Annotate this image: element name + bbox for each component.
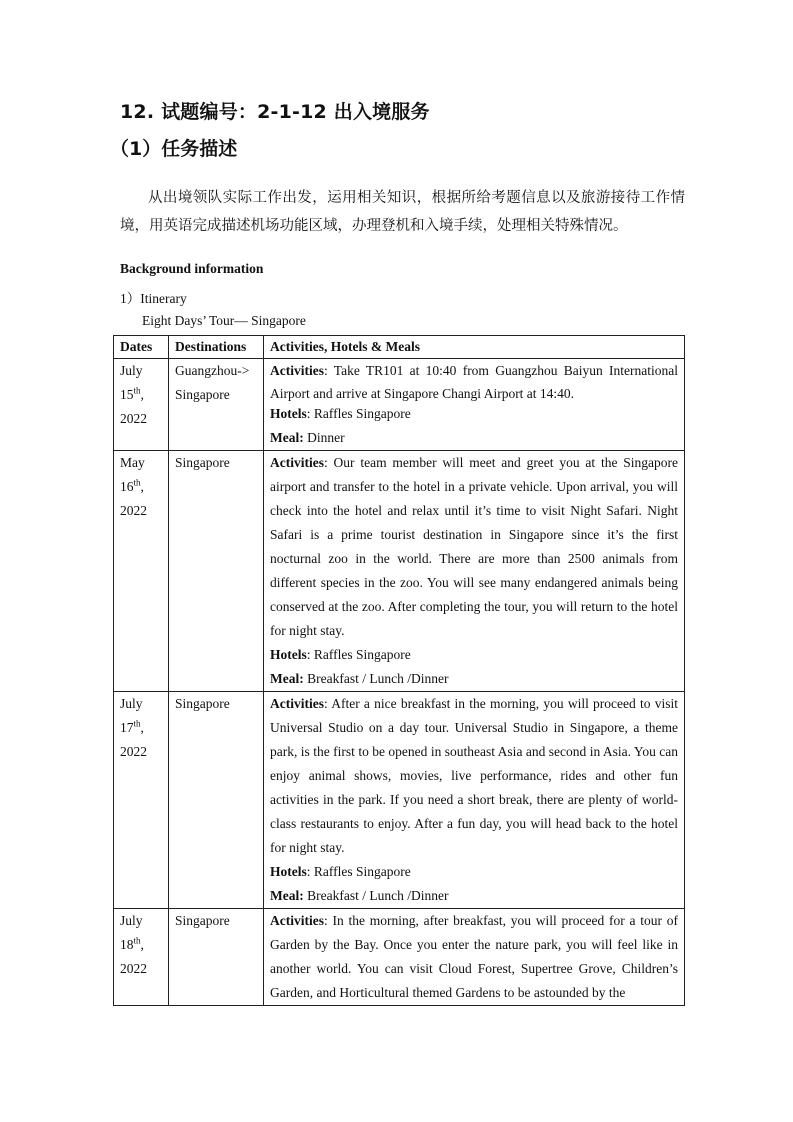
heading bbox=[120, 97, 430, 124]
table-row bbox=[114, 451, 685, 692]
background-title: Background information bbox=[120, 261, 264, 276]
destination-cell: Singapore bbox=[169, 909, 264, 1006]
date-cell: May 16th, 2022 bbox=[114, 451, 169, 692]
subheading: （1）任务描述 bbox=[110, 138, 238, 160]
tour-title: Eight Days’ Tour— Singapore bbox=[142, 313, 306, 328]
date-cell: July 15th, 2022 bbox=[114, 359, 169, 451]
date-cell: July 18th, 2022 bbox=[114, 909, 169, 1006]
activities-cell: Activities: Take TR101 at 10:40 from Guangzhou Baiyun International Airport and arrive at Singapore Changi Airport at 14:40. Hotels: Raffles Singapore Meal: Dinner bbox=[264, 359, 685, 451]
table-header-row bbox=[114, 336, 685, 359]
itinerary-label: 1）Itinerary bbox=[120, 291, 187, 306]
table-row bbox=[114, 359, 685, 451]
activities-cell: Activities: In the morning, after breakfast, you will proceed for a tour of Garden by the Bay. Once you enter the nature park, you will feel like in another world. You can visit Cloud Forest, Supertree Grove, Children’s Garden, and Horticultural themed Gardens to be astounded by the bbox=[264, 909, 685, 1006]
destination-cell: Guangzhou-> Singapore bbox=[169, 359, 264, 451]
heading-text: 试题编号：2-1-12 出入境服务 bbox=[161, 101, 430, 123]
heading-number: 12. bbox=[120, 101, 155, 123]
table-row bbox=[114, 692, 685, 909]
header-destinations: Destinations bbox=[169, 336, 264, 359]
intro-paragraph: 从出境领队实际工作出发，运用相关知识，根据所给考题信息以及旅游接待工作情境，用英语完成描述机场功能区域，办理登机和入境手续，处理相关特殊情况。 bbox=[120, 190, 685, 234]
date-cell: July 17th, 2022 bbox=[114, 692, 169, 909]
header-activities: Activities, Hotels & Meals bbox=[264, 336, 685, 359]
table-row bbox=[114, 909, 685, 1006]
activities-cell: Activities: Our team member will meet and greet you at the Singapore airport and transfer to the hotel in a private vehicle. Upon arrival, you will check into the hotel and relax until it’s time to visit Night Safari. Night Safari is a prime tourist destination in Singapore since it’s the first nocturnal zoo in the world. There are more than 2500 animals from different species in the zoo. You will see many endangered animals being conserved at the zoo. After completing the tour, you will return to the hotel for night stay. Hotels: Raffles Singapore Meal: Breakfast / Lunch /Dinner bbox=[264, 451, 685, 692]
activities-cell: Activities: After a nice breakfast in the morning, you will proceed to visit Universal Studio on a day tour. Universal Studio in Singapore, a theme park, is the first to be opened in southeast Asia and second in Asia. You can enjoy animal shows, movies, live performance, rides and other fun activities in the park. If you need a short break, there are plenty of world-class restaurants to enjoy. After a fun day, you will head back to the hotel for night stay. Hotels: Raffles Singapore Meal: Breakfast / Lunch /Dinner bbox=[264, 692, 685, 909]
header-dates: Dates bbox=[114, 336, 169, 359]
destination-cell: Singapore bbox=[169, 692, 264, 909]
destination-cell: Singapore bbox=[169, 451, 264, 692]
itinerary-table bbox=[113, 335, 685, 1006]
